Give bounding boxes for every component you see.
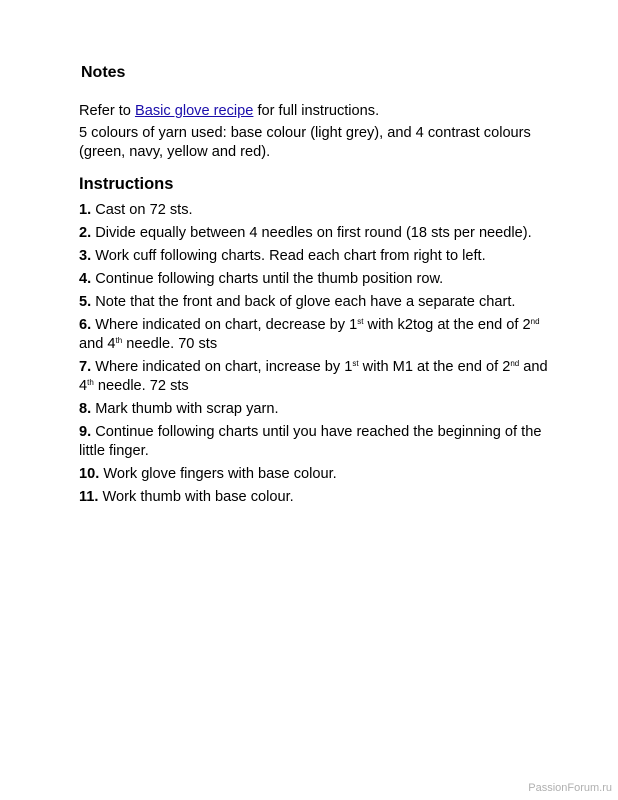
step-text-b: with k2tog at the end of 2: [363, 317, 531, 333]
step-number: 2.: [79, 225, 92, 241]
step-text: Continue following charts until you have reached the beginning of the little finger.: [79, 424, 542, 459]
step-text-b: with M1 at the end of 2: [358, 359, 511, 375]
step-text: Continue following charts until the thumb position row.: [91, 271, 444, 287]
step-number: 7.: [79, 359, 92, 375]
step-number: 4.: [79, 271, 92, 287]
step-text-c: and 4: [79, 336, 116, 352]
step-text: Mark thumb with scrap yarn.: [91, 401, 279, 417]
step-number: 1.: [79, 202, 92, 218]
basic-glove-recipe-link[interactable]: Basic glove recipe: [134, 103, 254, 119]
step-7: [79, 358, 549, 396]
step-text-d: needle. 72 sts: [93, 378, 189, 394]
step-6: [79, 316, 549, 354]
intro-prefix: Refer to: [79, 103, 135, 119]
ordinal-suffix: nd: [510, 359, 520, 368]
step-2: [79, 224, 549, 243]
step-text: Work cuff following charts. Read each chart from right to left.: [91, 248, 486, 264]
step-text-c: and 4: [79, 359, 548, 394]
step-text: Work thumb with base colour.: [98, 489, 294, 505]
document-page: [79, 62, 549, 511]
watermark: PassionForum.ru: [528, 782, 612, 794]
step-number: 8.: [79, 401, 92, 417]
step-text: Work glove fingers with base colour.: [99, 466, 337, 482]
step-text-a: Where indicated on chart, decrease by 1: [91, 317, 358, 333]
ordinal-suffix: th: [87, 378, 94, 387]
step-number: 11.: [79, 489, 99, 505]
instructions-heading: Instructions: [79, 175, 174, 193]
ordinal-suffix: st: [357, 317, 364, 326]
step-8: [79, 400, 549, 419]
intro-suffix: for full instructions.: [253, 103, 380, 119]
step-5: [79, 293, 549, 312]
step-10: [79, 465, 549, 484]
step-number: 5.: [79, 294, 92, 310]
step-text-d: needle. 70 sts: [122, 336, 218, 352]
yarn-colours-note: 5 colours of yarn used: base colour (light grey), and 4 contrast colours (green, navy, yellow and red).: [79, 125, 531, 160]
step-text: Note that the front and back of glove each have a separate chart.: [91, 294, 516, 310]
ordinal-suffix: nd: [530, 317, 540, 326]
step-number: 3.: [79, 248, 92, 264]
step-4: [79, 270, 549, 289]
step-number: 6.: [79, 317, 92, 333]
notes-intro: [79, 102, 549, 121]
step-1: [79, 201, 549, 220]
ordinal-suffix: th: [115, 336, 123, 345]
step-number: 9.: [79, 424, 92, 440]
instruction-steps: [79, 201, 549, 507]
step-text: Cast on 72 sts.: [91, 202, 193, 218]
ordinal-suffix: st: [352, 359, 359, 368]
step-9: [79, 423, 549, 461]
step-text-a: Where indicated on chart, increase by 1: [91, 359, 353, 375]
step-number: 10.: [79, 466, 100, 482]
step-text: Divide equally between 4 needles on first round (18 sts per needle).: [91, 225, 532, 241]
notes-heading: Notes: [81, 64, 126, 81]
step-3: [79, 247, 549, 266]
step-11: [79, 488, 549, 507]
